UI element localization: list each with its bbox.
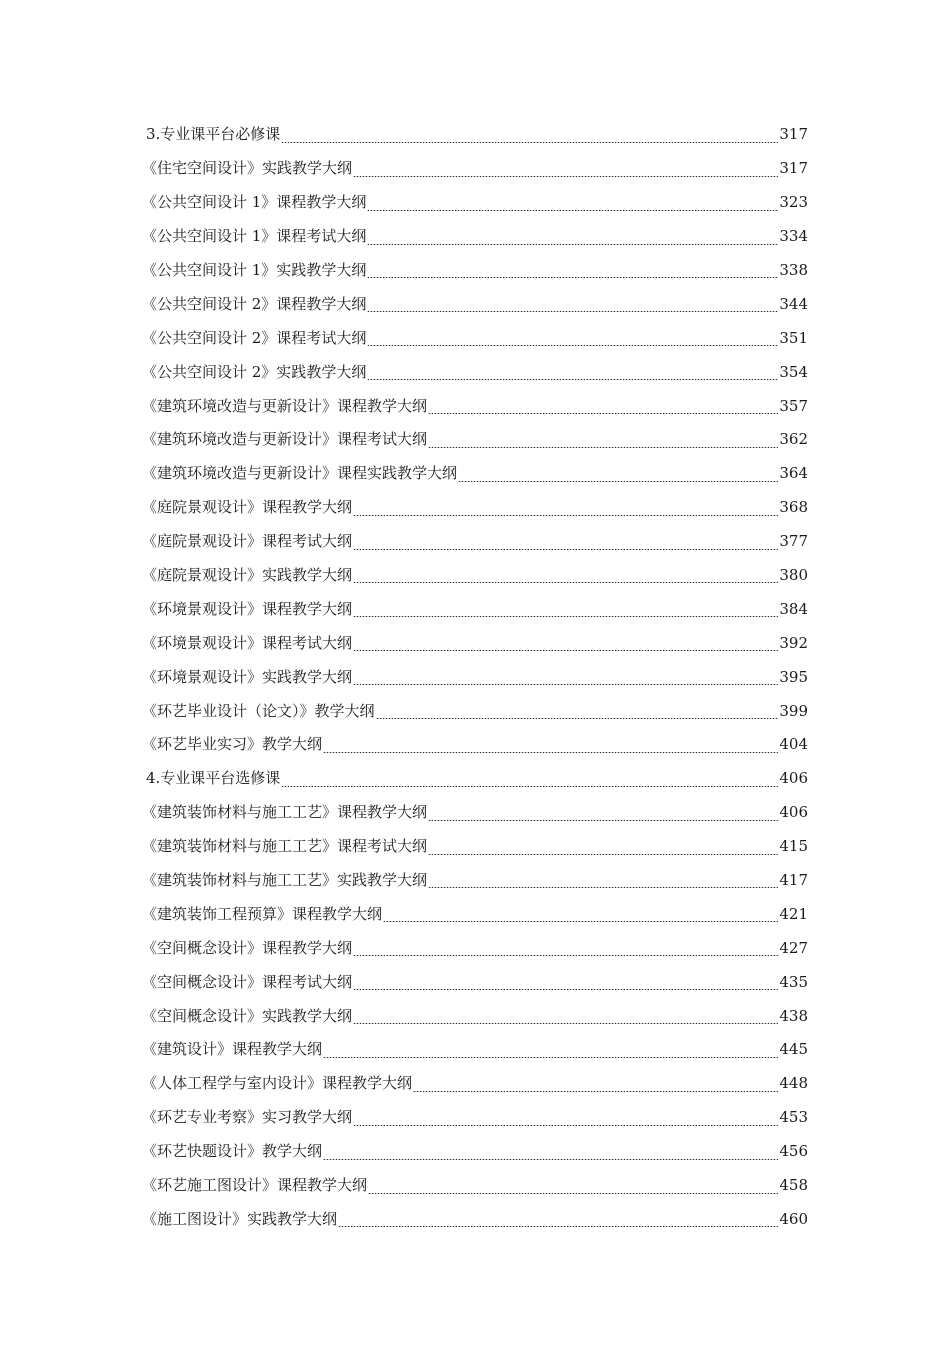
toc-entry-title: 《建筑装饰材料与施工工艺》课程教学大纲 [142,803,428,822]
dot-leader [367,311,778,312]
toc-entry-title: 《环境景观设计》实践教学大纲 [142,667,353,686]
dot-leader [353,989,778,990]
dot-leader [367,345,778,346]
dot-leader [323,1057,778,1058]
toc-entry-page-number: 417 [779,871,808,890]
toc-entry[interactable] [142,796,808,830]
toc-entry-page-number: 334 [779,227,808,246]
toc-entry-page-number: 323 [779,193,808,212]
toc-entry-title: 《环境景观设计》课程教学大纲 [142,599,353,618]
toc-entry-title: 《公共空间设计 1》课程考试大纲 [142,227,367,246]
toc-entry-title: 《环艺快题设计》教学大纲 [142,1142,323,1161]
toc-entry-title: 《环境景观设计》课程考试大纲 [142,633,353,652]
dot-leader [353,582,778,583]
dot-leader [338,1226,778,1227]
dot-leader [281,786,778,787]
dot-leader [353,1023,778,1024]
toc-section-heading[interactable] [146,762,808,796]
toc-entry-title: 《建筑设计》课程教学大纲 [142,1040,323,1059]
dot-leader [353,616,778,617]
dot-leader [323,1159,778,1160]
toc-entry[interactable] [142,864,808,898]
dot-leader [368,1193,778,1194]
toc-entry[interactable] [142,1067,808,1101]
toc-entry-page-number: 351 [779,328,808,347]
toc-entry-page-number: 438 [779,1006,808,1025]
toc-entry[interactable] [142,457,808,491]
toc-entry-page-number: 460 [779,1209,808,1228]
toc-entry[interactable] [142,999,808,1033]
toc-entry-page-number: 338 [779,261,808,279]
toc-entry[interactable] [142,491,808,525]
toc-entry[interactable] [142,931,808,965]
dot-leader [383,921,778,922]
dot-leader [353,549,778,550]
toc-entry-title: 《空间概念设计》课程考试大纲 [142,972,353,991]
toc-entry-page-number: 362 [779,430,808,449]
toc-entry-title: 《庭院景观设计》实践教学大纲 [142,566,353,585]
toc-entry[interactable] [142,389,808,423]
toc-entry-page-number: 456 [779,1142,808,1161]
toc-entry-title: 《公共空间设计 2》课程教学大纲 [142,294,367,313]
toc-entry[interactable] [142,321,808,355]
toc-entry-page-number: 453 [779,1108,808,1127]
toc-entry[interactable] [142,1033,808,1067]
toc-entry[interactable] [142,152,808,186]
toc-entry-page-number: 421 [779,904,808,923]
dot-leader [413,1091,778,1092]
dot-leader [428,854,778,855]
toc-entry[interactable] [142,660,808,694]
dot-leader [367,210,778,211]
toc-entry-title: 《住宅空间设计》实践教学大纲 [142,159,353,178]
toc-entry-title: 《建筑环境改造与更新设计》课程实践教学大纲 [142,464,458,483]
toc-entry-page-number: 445 [779,1040,808,1059]
toc-entry[interactable] [142,1135,808,1169]
toc-entry-page-number: 344 [779,294,808,313]
toc-entry[interactable] [142,220,808,254]
toc-entry-title: 《环艺施工图设计》课程教学大纲 [142,1176,368,1195]
toc-entry-title: 《建筑装饰工程预算》课程教学大纲 [142,904,383,923]
toc-entry-title: 《环艺专业考察》实习教学大纲 [142,1108,353,1127]
toc-entry-title: 《公共空间设计 1》课程教学大纲 [142,193,367,212]
dot-leader [281,142,778,143]
toc-entry-title: 《人体工程学与室内设计》课程教学大纲 [142,1074,413,1093]
dot-leader [367,379,778,380]
dot-leader [458,481,778,482]
dot-leader [428,447,778,448]
toc-entry-page-number: 395 [779,667,808,686]
dot-leader [428,820,778,821]
toc-entry[interactable] [142,525,808,559]
toc-entry[interactable] [142,355,808,389]
toc-entry-page-number: 448 [779,1074,808,1093]
toc-entry-title: 《环艺毕业设计（论文）》教学大纲 [142,701,375,720]
dot-leader [353,176,778,177]
toc-entry[interactable] [142,694,808,728]
toc-entry-title: 《建筑环境改造与更新设计》课程考试大纲 [142,430,428,449]
toc-entry-page-number: 364 [779,464,808,483]
toc-entry[interactable] [142,1203,808,1237]
dot-leader [428,887,778,888]
toc-entry-page-number: 357 [779,396,808,415]
toc-entry[interactable] [142,186,808,220]
toc-entry-page-number: 399 [779,701,808,720]
toc-entry-page-number: 384 [779,599,808,618]
toc-entry-title: 《空间概念设计》课程教学大纲 [142,938,353,957]
toc-entry[interactable] [142,1101,808,1135]
toc-entry-page-number: 368 [779,498,808,517]
toc-entry-page-number: 317 [779,159,808,178]
toc-entry-page-number: 406 [779,769,808,788]
toc-entry-page-number: 458 [779,1176,808,1195]
toc-entry-page-number: 404 [779,735,808,754]
toc-entry[interactable] [142,897,808,931]
dot-leader [367,244,778,245]
dot-leader [376,718,779,719]
toc-entry[interactable] [142,728,808,762]
toc-entry-title: 《施工图设计》实践教学大纲 [142,1209,338,1228]
dot-leader [323,752,778,753]
toc-entry[interactable] [142,559,808,593]
dot-leader [353,650,778,651]
toc-entry-page-number: 415 [779,837,808,856]
toc-entry-page-number: 317 [779,125,808,144]
toc-entry-title: 4.专业课平台选修课 [146,769,281,788]
dot-leader [353,684,778,685]
toc-entry[interactable] [142,287,808,321]
toc-entry-page-number: 354 [779,362,808,381]
table-of-contents [142,118,808,1236]
toc-entry-page-number: 435 [779,972,808,991]
toc-entry[interactable] [142,965,808,999]
dot-leader [353,1125,778,1126]
toc-entry-page-number: 406 [779,803,808,822]
toc-entry-title: 《建筑装饰材料与施工工艺》课程考试大纲 [142,837,428,856]
toc-entry-page-number: 427 [779,938,808,957]
toc-entry-title: 《建筑装饰材料与施工工艺》实践教学大纲 [142,871,428,890]
toc-entry-title: 《环艺毕业实习》教学大纲 [142,735,323,754]
toc-entry[interactable] [142,1169,808,1203]
toc-entry[interactable] [142,254,808,288]
toc-section-heading[interactable] [146,118,808,152]
toc-entry-title: 《公共空间设计 2》课程考试大纲 [142,328,367,347]
toc-entry-page-number: 377 [779,532,808,551]
toc-entry[interactable] [142,592,808,626]
toc-entry-title: 《空间概念设计》实践教学大纲 [142,1006,353,1025]
dot-leader [367,277,778,278]
toc-entry-title: 《建筑环境改造与更新设计》课程教学大纲 [142,396,428,415]
dot-leader [353,955,778,956]
dot-leader [353,515,778,516]
toc-entry[interactable] [142,626,808,660]
toc-entry-title: 《公共空间设计 2》实践教学大纲 [142,362,367,381]
dot-leader [428,413,778,414]
toc-entry[interactable] [142,830,808,864]
toc-entry-title: 《庭院景观设计》课程教学大纲 [142,498,353,517]
toc-entry-page-number: 392 [779,633,808,652]
toc-entry-title: 《庭院景观设计》课程考试大纲 [142,532,353,551]
toc-entry-page-number: 380 [779,566,808,585]
toc-entry-title: 3.专业课平台必修课 [146,125,281,144]
toc-entry[interactable] [142,423,808,457]
toc-entry-title: 《公共空间设计 1》实践教学大纲 [142,261,367,279]
